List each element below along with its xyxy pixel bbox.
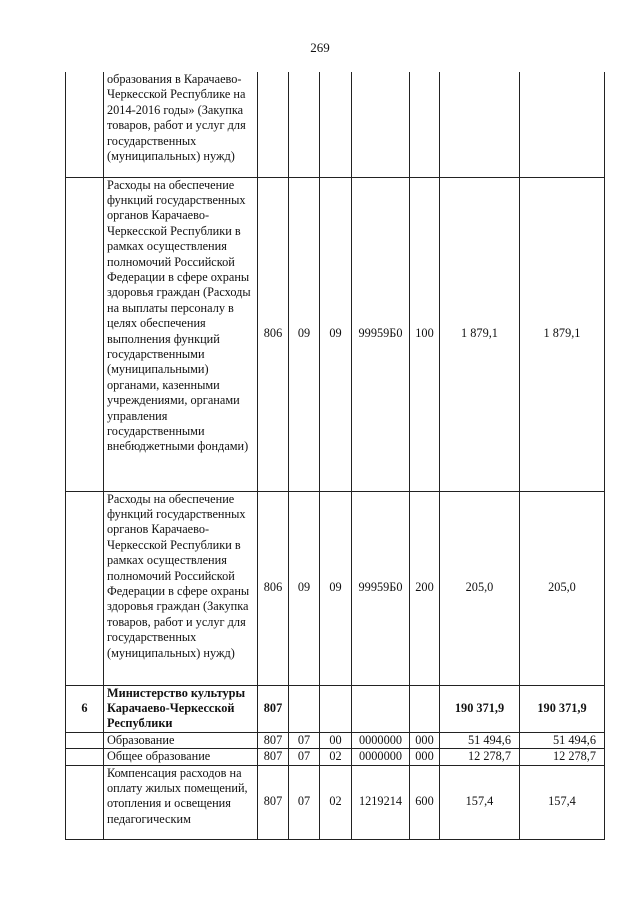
expense-name-cell: Образование: [104, 732, 258, 748]
row-number-cell: [66, 491, 104, 685]
row-number-cell: [66, 177, 104, 491]
row-number-cell: [66, 765, 104, 839]
amount-total-cell: [520, 72, 605, 177]
expense-type-cell: [410, 685, 440, 732]
section-code-cell: 09: [289, 491, 320, 685]
table-row: [66, 765, 605, 839]
ministry-code-cell: 806: [258, 177, 289, 491]
expense-type-cell: 600: [410, 765, 440, 839]
subsection-code-cell: 02: [320, 765, 352, 839]
target-article-cell: 99959Б0: [352, 491, 410, 685]
row-number-cell: [66, 732, 104, 748]
amount-cell: [440, 72, 520, 177]
amount-total-cell: 1 879,1: [520, 177, 605, 491]
amount-cell: 51 494,6: [440, 732, 520, 748]
target-article-cell: [352, 72, 410, 177]
amount-total-cell: 157,4: [520, 765, 605, 839]
table-row: [66, 749, 605, 765]
amount-cell: 157,4: [440, 765, 520, 839]
expense-name-cell: образования в Карачаево-Черкесской Республике на 2014-2016 годы» (Закупка товаров, работ и услуг для государственных (муниципальных) нужд): [104, 72, 258, 177]
subsection-code-cell: 09: [320, 177, 352, 491]
expense-type-cell: 000: [410, 732, 440, 748]
expense-type-cell: [410, 72, 440, 177]
section-code-cell: 07: [289, 749, 320, 765]
expense-name-cell: Расходы на обеспечение функций государственных органов Карачаево-Черкесской Республики в рамках осуществления полномочий Российской Федерации в сфере охраны здоровья граждан (Расходы на выплаты персоналу в целях обеспечения выполнения функций государственными (муниципальными) органами, казенными учреждениями, органами управления государственными внебюджетными фондами): [104, 177, 258, 491]
expense-name-cell: Компенсация расходов на оплату жилых помещений, отопления и освещения педагогическим: [104, 765, 258, 839]
expense-type-cell: 200: [410, 491, 440, 685]
amount-total-cell: 190 371,9: [520, 685, 605, 732]
target-article-cell: [352, 685, 410, 732]
target-article-cell: 0000000: [352, 732, 410, 748]
table-row: [66, 491, 605, 685]
ministry-code-cell: 807: [258, 685, 289, 732]
amount-cell: 190 371,9: [440, 685, 520, 732]
expense-name-cell: Расходы на обеспечение функций государственных органов Карачаево-Черкесской Республики в рамках осуществления полномочий Российской Федерации в сфере охраны здоровья граждан (Закупка товаров, работ и услуг для государственных (муниципальных) нужд): [104, 491, 258, 685]
table-row: [66, 177, 605, 491]
subsection-code-cell: 09: [320, 491, 352, 685]
amount-cell: 12 278,7: [440, 749, 520, 765]
section-code-cell: 07: [289, 765, 320, 839]
ministry-code-cell: [258, 72, 289, 177]
amount-total-cell: 51 494,6: [520, 732, 605, 748]
subsection-code-cell: [320, 685, 352, 732]
section-code-cell: 07: [289, 732, 320, 748]
table-row: [66, 732, 605, 748]
subsection-code-cell: 00: [320, 732, 352, 748]
ministry-code-cell: 807: [258, 732, 289, 748]
subsection-code-cell: [320, 72, 352, 177]
section-code-cell: [289, 72, 320, 177]
target-article-cell: 1219214: [352, 765, 410, 839]
ministry-code-cell: 807: [258, 765, 289, 839]
target-article-cell: 99959Б0: [352, 177, 410, 491]
ministry-code-cell: 806: [258, 491, 289, 685]
table-row: [66, 72, 605, 177]
target-article-cell: 0000000: [352, 749, 410, 765]
page-number: 269: [310, 40, 330, 55]
table-row: [66, 685, 605, 732]
amount-cell: 1 879,1: [440, 177, 520, 491]
row-number-cell: 6: [66, 685, 104, 732]
ministry-code-cell: 807: [258, 749, 289, 765]
subsection-code-cell: 02: [320, 749, 352, 765]
amount-total-cell: 205,0: [520, 491, 605, 685]
expense-type-cell: 000: [410, 749, 440, 765]
row-number-cell: [66, 749, 104, 765]
expense-name-cell: Общее образование: [104, 749, 258, 765]
budget-table: [65, 72, 605, 840]
amount-cell: 205,0: [440, 491, 520, 685]
section-code-cell: 09: [289, 177, 320, 491]
expense-type-cell: 100: [410, 177, 440, 491]
expense-name-cell: Министерство культуры Карачаево-Черкесской Республики: [104, 685, 258, 732]
row-number-cell: [66, 72, 104, 177]
section-code-cell: [289, 685, 320, 732]
amount-total-cell: 12 278,7: [520, 749, 605, 765]
